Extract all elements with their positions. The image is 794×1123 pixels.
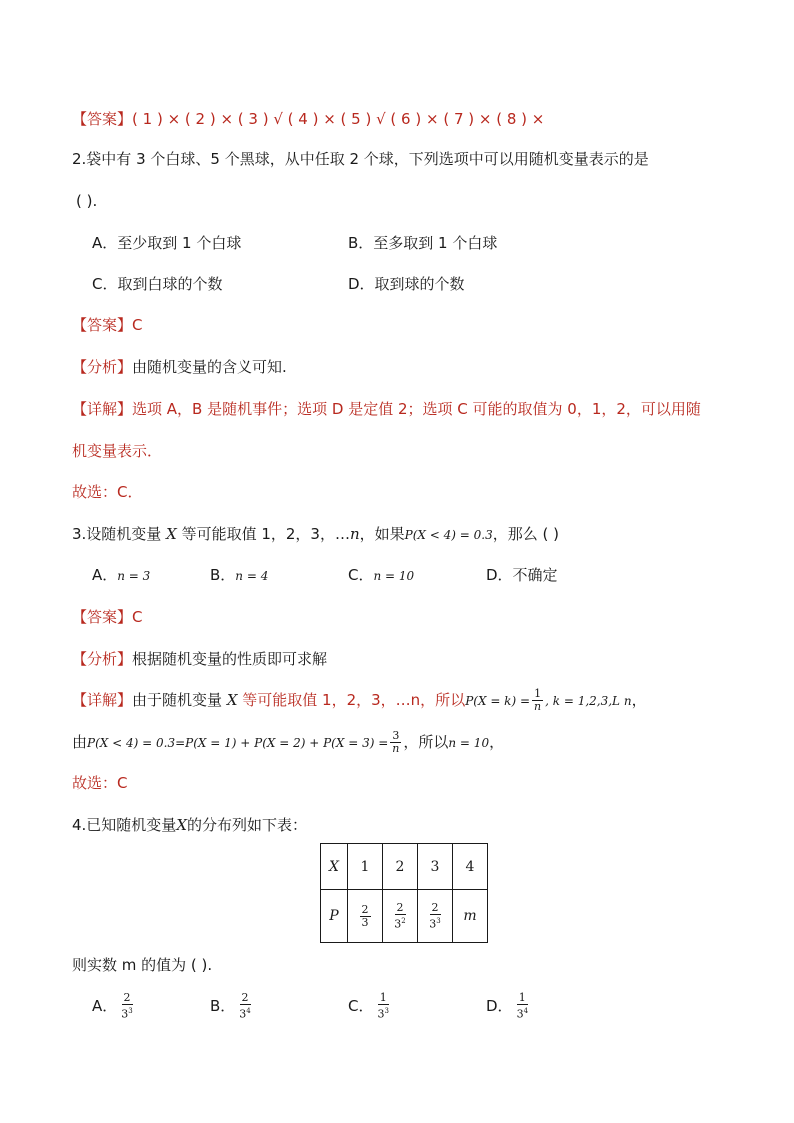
fraction-numerator: 1 bbox=[534, 687, 542, 700]
q3-option-b-label: B． bbox=[210, 566, 236, 584]
q3-stem-if: ，如果 bbox=[359, 525, 405, 543]
detail-text: 选项 A，B 是随机事件；选项 D 是定值 2；选项 C 可能的取值为 0，1，2，可以用随 bbox=[132, 400, 701, 418]
table-cell: 1 bbox=[348, 844, 383, 890]
q3-detail-line2 bbox=[72, 730, 504, 755]
q4-option-c bbox=[348, 992, 393, 1021]
answer-label: 【答案】 bbox=[72, 316, 133, 334]
q2-stem-line2: ( ). bbox=[76, 192, 98, 210]
q3-analysis-line bbox=[72, 648, 327, 670]
detail-label: 【详解】 bbox=[72, 400, 133, 418]
table-cell: $\frac{2}{3}$ bbox=[348, 890, 383, 943]
fraction-denominator: n bbox=[392, 742, 400, 755]
detail-prefix: 由于随机变量 bbox=[132, 691, 223, 709]
answer-value: C bbox=[132, 608, 143, 626]
q4-option-c-label: C． bbox=[348, 996, 374, 1015]
analysis-label: 【分析】 bbox=[72, 650, 133, 668]
q2-stem-line1: 2.袋中有 3 个白球、5 个黑球，从中任取 2 个球，下列选项中可以用随机变量表示的是 bbox=[72, 150, 649, 168]
analysis-text: 由随机变量的含义可知. bbox=[132, 358, 287, 376]
q4-option-a-fraction: $\frac{2}{3^3}$ bbox=[121, 991, 133, 1021]
q3-conclusion: 故选：C bbox=[72, 774, 128, 792]
q4-question: 则实数 m 的值为 ( ). bbox=[72, 956, 213, 974]
q3-option-b-value: n = 4 bbox=[235, 569, 269, 583]
q3-option-a-value: n = 3 bbox=[117, 569, 151, 583]
q3-stem-var: X bbox=[166, 525, 177, 543]
q2-option-b: B．至多取到 1 个白球 bbox=[348, 234, 498, 252]
answer-label: 【答案】 bbox=[72, 110, 133, 128]
analysis-label: 【分析】 bbox=[72, 358, 133, 376]
q3-stem bbox=[72, 523, 559, 546]
q4-option-c-fraction: $\frac{1}{3^3}$ bbox=[377, 991, 389, 1021]
detail-end: ， bbox=[631, 691, 647, 709]
line2-mid: ，所以 bbox=[403, 733, 449, 751]
q3-stem-prefix: 3.设随机变量 bbox=[72, 525, 162, 543]
q4-option-b bbox=[210, 992, 255, 1021]
detail-mid: 等可能取值 1，2，3，…n，所以 bbox=[242, 691, 466, 709]
q4-option-a-label: A． bbox=[92, 996, 118, 1015]
answer-line-q1 bbox=[72, 108, 544, 130]
q2-answer-line bbox=[72, 314, 143, 336]
table-row bbox=[321, 844, 488, 890]
q3-option-a-label: A． bbox=[92, 566, 118, 584]
q3-option-c-label: C． bbox=[348, 566, 374, 584]
table-cell: 3 bbox=[418, 844, 453, 890]
answer-value: C bbox=[132, 316, 143, 334]
q4-stem-suffix: 的分布列如下表： bbox=[187, 816, 308, 834]
line2-prefix: 由 bbox=[72, 733, 88, 751]
answer-label: 【答案】 bbox=[72, 608, 133, 626]
q2-option-a: A．至少取到 1 个白球 bbox=[92, 234, 242, 252]
fraction-numerator: 3 bbox=[392, 729, 400, 742]
table-cell: P bbox=[321, 890, 348, 943]
q4-stem-prefix: 4.已知随机变量 bbox=[72, 816, 177, 834]
q2-option-d: D．取到球的个数 bbox=[348, 275, 465, 293]
table-cell: $\frac{2}{3^3}$ bbox=[418, 890, 453, 943]
q2-analysis-line bbox=[72, 356, 287, 378]
detail-formula-left: P(X = k) = bbox=[465, 694, 531, 708]
distribution-table bbox=[320, 843, 488, 943]
q3-detail-line1 bbox=[72, 688, 647, 713]
detail-label: 【详解】 bbox=[72, 691, 133, 709]
q4-stem-var: X bbox=[176, 816, 187, 834]
table-cell: X bbox=[321, 844, 348, 890]
line2-result: n = 10 bbox=[448, 736, 490, 750]
q4-option-d-fraction: $\frac{1}{3^4}$ bbox=[516, 991, 529, 1021]
table-row bbox=[321, 890, 488, 943]
q2-option-c: C．取到白球的个数 bbox=[92, 275, 223, 293]
answer-text: ( 1 ) × ( 2 ) × ( 3 ) √ ( 4 ) × ( 5 ) √ ( 6 ) × ( 7 ) × ( 8 ) × bbox=[132, 110, 545, 128]
q3-option-b bbox=[210, 564, 268, 587]
q3-stem-cond: P(X < 4) = 0.3 bbox=[404, 528, 493, 542]
fraction-denominator: n bbox=[534, 700, 542, 713]
q3-option-c-value: n = 10 bbox=[373, 569, 415, 583]
table-cell: 4 bbox=[453, 844, 488, 890]
q4-option-d-label: D． bbox=[486, 996, 513, 1015]
q3-option-c bbox=[348, 564, 414, 587]
q2-detail-line1 bbox=[72, 398, 701, 420]
line2-end: ， bbox=[489, 733, 505, 751]
q3-option-a bbox=[92, 564, 150, 587]
q4-stem bbox=[72, 814, 307, 836]
q3-stem-mid: 等可能取值 1，2，3，… bbox=[181, 525, 350, 543]
q4-option-b-fraction: $\frac{2}{3^4}$ bbox=[239, 991, 251, 1021]
detail-formula-right: , k = 1,2,3,L n bbox=[545, 694, 632, 708]
q4-option-b-label: B． bbox=[210, 996, 236, 1015]
q2-conclusion: 故选：C． bbox=[72, 483, 143, 501]
analysis-text: 根据随机变量的性质即可求解 bbox=[132, 650, 328, 668]
table-cell: $\frac{2}{3^2}$ bbox=[383, 890, 418, 943]
table-cell: 2 bbox=[383, 844, 418, 890]
q3-answer-line bbox=[72, 606, 143, 628]
detail-fraction bbox=[532, 688, 543, 713]
q3-option-d: D．不确定 bbox=[486, 566, 558, 584]
detail-var: X bbox=[226, 691, 238, 709]
q4-option-d bbox=[486, 992, 532, 1021]
q3-stem-suffix: ，那么 ( ) bbox=[492, 525, 559, 543]
q3-stem-n: n bbox=[349, 525, 360, 543]
line2-fraction bbox=[390, 730, 401, 755]
line2-formula: P(X < 4) = 0.3=P(X = 1) + P(X = 2) + P(X = 3) = bbox=[87, 736, 389, 750]
table-cell: m bbox=[453, 890, 488, 943]
q4-option-a bbox=[92, 992, 137, 1021]
q2-detail-line2: 机变量表示． bbox=[72, 442, 163, 460]
